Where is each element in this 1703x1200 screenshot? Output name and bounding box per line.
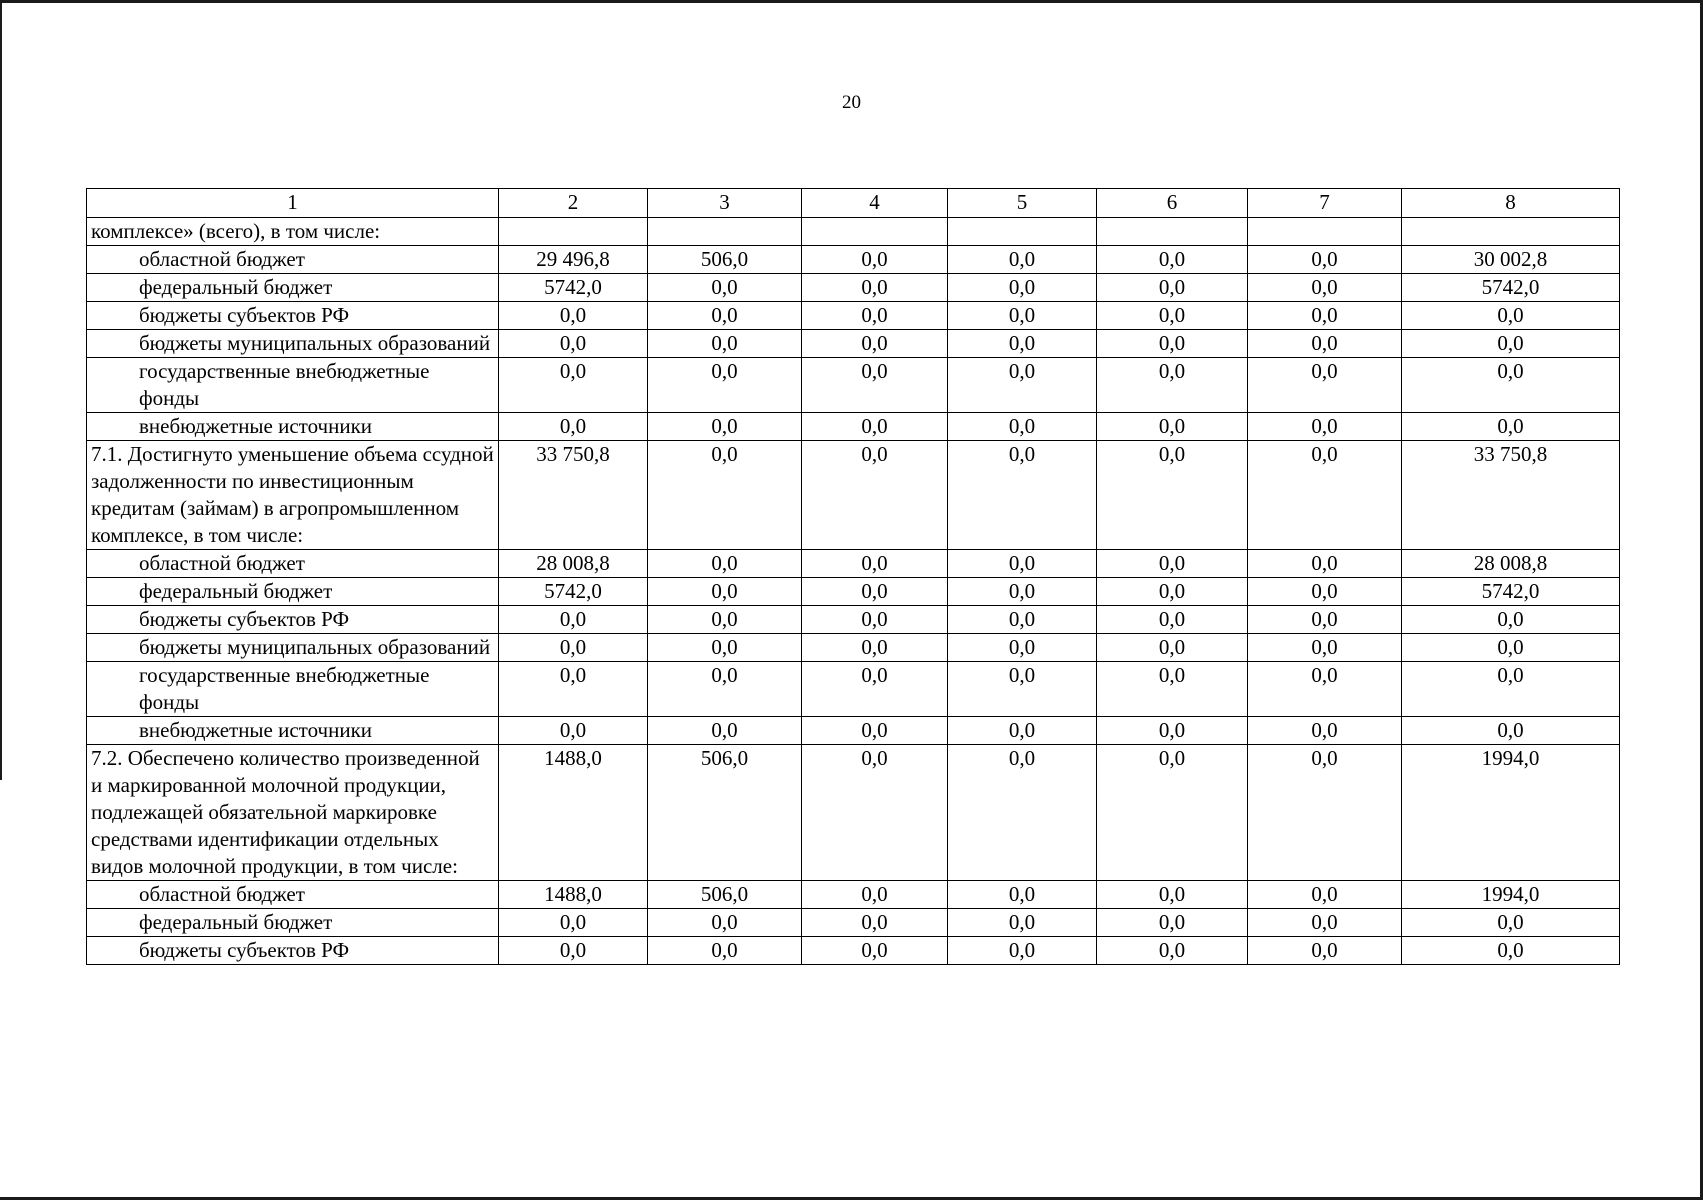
scan-border-left — [0, 0, 2, 780]
value-cell: 0,0 — [1248, 937, 1402, 965]
value-cell: 0,0 — [1097, 881, 1248, 909]
value-cell: 0,0 — [802, 413, 948, 441]
table-row — [87, 441, 1620, 550]
table-row — [87, 218, 1620, 246]
row-label: бюджеты субъектов РФ — [87, 606, 499, 634]
value-cell: 0,0 — [802, 578, 948, 606]
row-label: государственные внебюджетные фонды — [87, 358, 499, 413]
table-row — [87, 550, 1620, 578]
value-cell: 0,0 — [1402, 606, 1620, 634]
value-cell: 0,0 — [948, 937, 1097, 965]
value-cell: 0,0 — [948, 550, 1097, 578]
value-cell: 1994,0 — [1402, 745, 1620, 881]
value-cell — [1402, 218, 1620, 246]
scan-border-top — [0, 0, 1703, 3]
value-cell: 30 002,8 — [1402, 246, 1620, 274]
value-cell: 0,0 — [648, 606, 802, 634]
value-cell: 0,0 — [802, 662, 948, 717]
value-cell: 1488,0 — [499, 881, 648, 909]
column-header: 8 — [1402, 189, 1620, 218]
value-cell: 0,0 — [1097, 330, 1248, 358]
value-cell: 0,0 — [802, 745, 948, 881]
value-cell: 0,0 — [1097, 909, 1248, 937]
value-cell: 0,0 — [1402, 302, 1620, 330]
value-cell — [499, 218, 648, 246]
table-row — [87, 246, 1620, 274]
value-cell: 0,0 — [802, 606, 948, 634]
column-header: 2 — [499, 189, 648, 218]
value-cell: 0,0 — [802, 937, 948, 965]
value-cell: 0,0 — [1248, 330, 1402, 358]
row-label: 7.1. Достигнуто уменьшение объема ссудной задолженности по инвестиционным кредитам (займам) в агропромышленном комплексе, в том числе: — [87, 441, 499, 550]
table-body — [87, 218, 1620, 965]
value-cell: 0,0 — [499, 717, 648, 745]
column-header: 4 — [802, 189, 948, 218]
value-cell: 0,0 — [802, 881, 948, 909]
value-cell: 5742,0 — [1402, 274, 1620, 302]
value-cell: 506,0 — [648, 246, 802, 274]
table-row — [87, 634, 1620, 662]
table-row — [87, 302, 1620, 330]
value-cell: 0,0 — [1248, 302, 1402, 330]
row-label: государственные внебюджетные фонды — [87, 662, 499, 717]
table-row — [87, 662, 1620, 717]
value-cell — [648, 218, 802, 246]
value-cell: 506,0 — [648, 881, 802, 909]
value-cell: 1994,0 — [1402, 881, 1620, 909]
row-label: бюджеты муниципальных образований — [87, 330, 499, 358]
row-label: федеральный бюджет — [87, 274, 499, 302]
value-cell: 0,0 — [648, 550, 802, 578]
value-cell: 0,0 — [1248, 909, 1402, 937]
value-cell: 0,0 — [802, 246, 948, 274]
value-cell: 0,0 — [1097, 937, 1248, 965]
value-cell: 0,0 — [1097, 662, 1248, 717]
table-row — [87, 717, 1620, 745]
table-row — [87, 745, 1620, 881]
value-cell: 0,0 — [1248, 246, 1402, 274]
table-row — [87, 413, 1620, 441]
value-cell: 0,0 — [1402, 413, 1620, 441]
table-row — [87, 909, 1620, 937]
value-cell: 0,0 — [1097, 358, 1248, 413]
column-header: 3 — [648, 189, 802, 218]
table-row — [87, 937, 1620, 965]
value-cell: 0,0 — [1402, 909, 1620, 937]
value-cell: 0,0 — [499, 358, 648, 413]
value-cell: 0,0 — [648, 578, 802, 606]
value-cell: 0,0 — [948, 246, 1097, 274]
value-cell: 0,0 — [1402, 330, 1620, 358]
value-cell: 0,0 — [802, 717, 948, 745]
value-cell: 28 008,8 — [1402, 550, 1620, 578]
value-cell: 5742,0 — [1402, 578, 1620, 606]
value-cell: 0,0 — [648, 937, 802, 965]
value-cell: 0,0 — [1402, 937, 1620, 965]
value-cell: 0,0 — [948, 330, 1097, 358]
value-cell: 0,0 — [499, 909, 648, 937]
value-cell: 0,0 — [1248, 550, 1402, 578]
value-cell: 29 496,8 — [499, 246, 648, 274]
value-cell: 0,0 — [648, 413, 802, 441]
row-label: бюджеты субъектов РФ — [87, 937, 499, 965]
row-label: федеральный бюджет — [87, 909, 499, 937]
value-cell: 0,0 — [499, 937, 648, 965]
value-cell: 0,0 — [948, 745, 1097, 881]
value-cell: 0,0 — [648, 909, 802, 937]
value-cell: 506,0 — [648, 745, 802, 881]
value-cell: 0,0 — [1248, 717, 1402, 745]
value-cell: 0,0 — [1248, 881, 1402, 909]
value-cell: 0,0 — [948, 634, 1097, 662]
value-cell: 0,0 — [499, 662, 648, 717]
table-row — [87, 578, 1620, 606]
value-cell: 0,0 — [648, 330, 802, 358]
row-label: областной бюджет — [87, 550, 499, 578]
table-row — [87, 330, 1620, 358]
value-cell: 0,0 — [1097, 634, 1248, 662]
value-cell: 0,0 — [948, 881, 1097, 909]
value-cell: 0,0 — [648, 358, 802, 413]
value-cell: 0,0 — [802, 358, 948, 413]
value-cell: 0,0 — [948, 413, 1097, 441]
column-header: 7 — [1248, 189, 1402, 218]
value-cell: 0,0 — [948, 606, 1097, 634]
value-cell: 0,0 — [948, 662, 1097, 717]
value-cell: 0,0 — [802, 550, 948, 578]
row-label: федеральный бюджет — [87, 578, 499, 606]
value-cell: 0,0 — [948, 578, 1097, 606]
value-cell: 0,0 — [802, 441, 948, 550]
value-cell: 0,0 — [648, 717, 802, 745]
value-cell: 0,0 — [1248, 578, 1402, 606]
value-cell: 0,0 — [1402, 358, 1620, 413]
row-label: внебюджетные источники — [87, 413, 499, 441]
value-cell: 0,0 — [1097, 550, 1248, 578]
value-cell: 1488,0 — [499, 745, 648, 881]
row-label: бюджеты субъектов РФ — [87, 302, 499, 330]
value-cell — [1097, 218, 1248, 246]
value-cell: 33 750,8 — [1402, 441, 1620, 550]
value-cell: 0,0 — [1248, 413, 1402, 441]
row-label: 7.2. Обеспечено количество произведенной и маркированной молочной продукции, подлежащей обязательной маркировке средствами идентификации отдельных видов молочной продукции, в том числе: — [87, 745, 499, 881]
value-cell: 0,0 — [499, 302, 648, 330]
value-cell: 0,0 — [1097, 717, 1248, 745]
value-cell: 0,0 — [948, 358, 1097, 413]
value-cell: 0,0 — [948, 274, 1097, 302]
value-cell: 0,0 — [802, 302, 948, 330]
funding-table — [86, 188, 1620, 965]
value-cell: 0,0 — [499, 634, 648, 662]
value-cell: 0,0 — [802, 330, 948, 358]
value-cell: 0,0 — [499, 330, 648, 358]
value-cell: 0,0 — [1402, 717, 1620, 745]
value-cell: 0,0 — [1402, 662, 1620, 717]
value-cell: 0,0 — [1248, 358, 1402, 413]
column-header: 1 — [87, 189, 499, 218]
value-cell: 0,0 — [648, 662, 802, 717]
value-cell: 0,0 — [1248, 634, 1402, 662]
value-cell: 0,0 — [648, 634, 802, 662]
value-cell: 0,0 — [1248, 274, 1402, 302]
value-cell: 0,0 — [948, 717, 1097, 745]
row-label: областной бюджет — [87, 881, 499, 909]
value-cell: 0,0 — [1097, 246, 1248, 274]
value-cell: 0,0 — [648, 274, 802, 302]
value-cell: 0,0 — [1097, 302, 1248, 330]
row-label: комплексе» (всего), в том числе: — [87, 218, 499, 246]
value-cell: 0,0 — [1097, 606, 1248, 634]
value-cell: 0,0 — [1248, 441, 1402, 550]
value-cell: 0,0 — [802, 909, 948, 937]
page-number: 20 — [842, 92, 861, 113]
value-cell: 0,0 — [948, 909, 1097, 937]
value-cell: 5742,0 — [499, 274, 648, 302]
value-cell: 0,0 — [1097, 441, 1248, 550]
value-cell: 0,0 — [802, 274, 948, 302]
value-cell: 0,0 — [1248, 606, 1402, 634]
table-row — [87, 274, 1620, 302]
value-cell: 0,0 — [802, 634, 948, 662]
value-cell: 0,0 — [1097, 745, 1248, 881]
value-cell — [1248, 218, 1402, 246]
value-cell: 0,0 — [499, 413, 648, 441]
value-cell: 5742,0 — [499, 578, 648, 606]
table-row — [87, 606, 1620, 634]
column-header: 6 — [1097, 189, 1248, 218]
value-cell: 0,0 — [1097, 578, 1248, 606]
value-cell: 0,0 — [648, 441, 802, 550]
value-cell: 33 750,8 — [499, 441, 648, 550]
column-header-row — [87, 189, 1620, 218]
value-cell — [948, 218, 1097, 246]
row-label: бюджеты муниципальных образований — [87, 634, 499, 662]
row-label: внебюджетные источники — [87, 717, 499, 745]
value-cell: 0,0 — [948, 441, 1097, 550]
value-cell: 0,0 — [648, 302, 802, 330]
value-cell: 0,0 — [1248, 662, 1402, 717]
value-cell: 0,0 — [1248, 745, 1402, 881]
value-cell: 0,0 — [1097, 413, 1248, 441]
value-cell — [802, 218, 948, 246]
row-label: областной бюджет — [87, 246, 499, 274]
table-row — [87, 881, 1620, 909]
table-row — [87, 358, 1620, 413]
column-header: 5 — [948, 189, 1097, 218]
value-cell: 0,0 — [1097, 274, 1248, 302]
value-cell: 28 008,8 — [499, 550, 648, 578]
value-cell: 0,0 — [948, 302, 1097, 330]
value-cell: 0,0 — [1402, 634, 1620, 662]
value-cell: 0,0 — [499, 606, 648, 634]
